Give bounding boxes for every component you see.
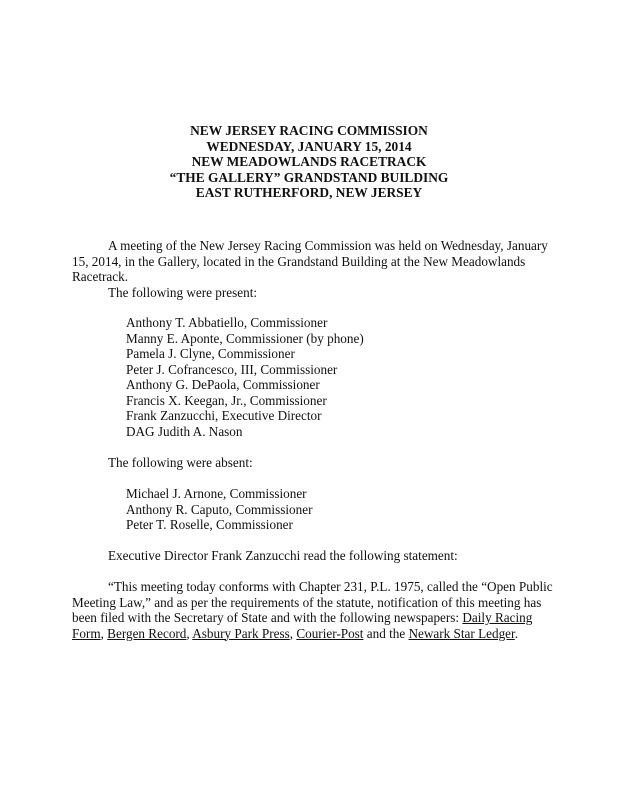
newspaper-daily-racing-form: Form — [72, 625, 101, 641]
newspaper-daily-racing-form: Daily Racing — [462, 610, 533, 625]
intro-paragraph — [72, 238, 548, 300]
list-item: Frank Zanzucchi, Executive Director — [126, 408, 322, 423]
intro-line: A meeting of the New Jersey Racing Commission was held on Wednesday, January — [108, 238, 548, 253]
statement-end: . — [514, 625, 519, 641]
header-line-date: WEDNESDAY, JANUARY 15, 2014 — [206, 138, 412, 154]
intro-line: Racetrack. — [72, 269, 129, 284]
header-line-location: EAST RUTHERFORD, NEW JERSEY — [195, 185, 423, 201]
list-item: Peter T. Roselle, Commissioner — [126, 517, 293, 532]
header-line-building: “THE GALLERY” GRANDSTAND BUILDING — [169, 169, 449, 185]
newspaper-bergen-record: Bergen Record — [107, 625, 187, 641]
header-line-commission: NEW JERSEY RACING COMMISSION — [190, 123, 428, 138]
list-item: Manny E. Aponte, Commissioner (by phone) — [126, 330, 364, 346]
separator: and the — [363, 625, 409, 641]
list-item: DAG Judith A. Nason — [126, 423, 243, 439]
list-item: Pamela J. Clyne, Commissioner — [126, 346, 295, 361]
statement-intro: Executive Director Frank Zanzucchi read the following statement: — [108, 548, 458, 563]
newspaper-courier-post: Courier-Post — [296, 625, 364, 641]
list-item: Anthony R. Caputo, Commissioner — [126, 501, 313, 517]
newspaper-newark-star-ledger: Newark Star Ledger — [408, 625, 515, 641]
statement-line-text: been filed with the Secretary of State and with the following newspapers: — [72, 610, 463, 625]
present-list — [126, 315, 364, 439]
newspaper-asbury-park-press: Asbury Park Press — [192, 625, 290, 641]
document-header — [0, 123, 618, 201]
list-item: Michael J. Arnone, Commissioner — [126, 486, 307, 501]
absent-list — [126, 486, 312, 533]
header-line-venue: NEW MEADOWLANDS RACETRACK — [191, 154, 427, 170]
separator: , — [100, 625, 108, 641]
statement-line — [72, 626, 548, 642]
statement-line: Meeting Law,” and as per the requirements of the statute, notification of this meeting has — [72, 594, 542, 610]
list-item: Francis X. Keegan, Jr., Commissioner — [126, 392, 327, 408]
statement-line — [72, 610, 548, 626]
list-item: Peter J. Cofrancesco, III, Commissioner — [126, 361, 338, 377]
intro-line: 15, 2014, in the Gallery, located in the Grandstand Building at the New Meadowlands — [72, 253, 526, 269]
list-item: Anthony G. DePaola, Commissioner — [126, 377, 320, 392]
separator: , — [186, 625, 193, 641]
absent-heading: The following were absent: — [108, 455, 253, 470]
list-item: Anthony T. Abbatiello, Commissioner — [126, 315, 328, 330]
present-heading: The following were present: — [108, 284, 258, 300]
statement-paragraph — [72, 579, 553, 641]
separator: , — [289, 625, 297, 641]
statement-line: “This meeting today conforms with Chapter 231, P.L. 1975, called the “Open Public — [108, 579, 553, 594]
